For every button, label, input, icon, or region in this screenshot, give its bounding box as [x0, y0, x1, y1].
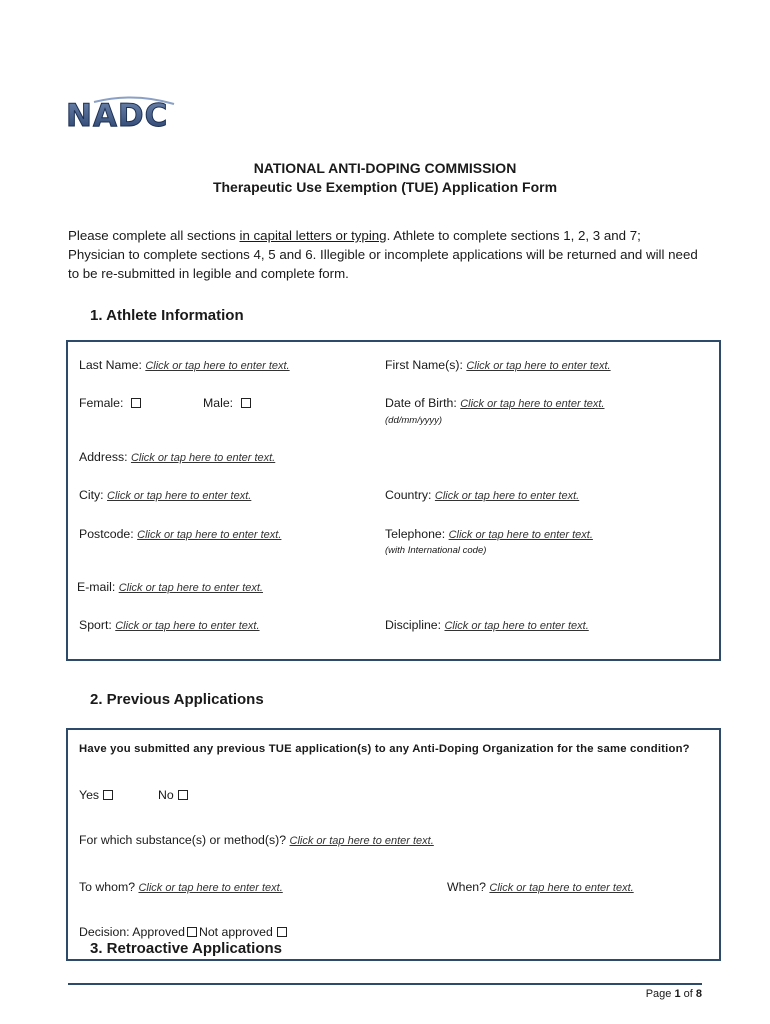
no-option[interactable]: No — [158, 788, 188, 802]
telephone-note: (with International code) — [385, 545, 487, 556]
intro-paragraph: Please complete all sections in capital letters or typing. Athlete to complete sections 1, 2, 3 and 7; Physician to complete sections 4, 5 and 6. Illegible or incomplete applications will be returned and will need to be re-submitted in legible and complete form. — [68, 228, 698, 281]
org-title: NATIONAL ANTI-DOPING COMMISSION — [253, 160, 517, 176]
previous-tue-question: Have you submitted any previous TUE application(s) to any Anti-Doping Organization for the same condition? — [79, 743, 690, 755]
not-approved-checkbox[interactable] — [277, 927, 287, 937]
to-whom-field[interactable]: To whom? Click or tap here to enter text. — [79, 880, 283, 894]
section2-heading: 2. Previous Applications — [90, 691, 264, 708]
female-checkbox[interactable] — [131, 398, 141, 408]
section3-heading: 3. Retroactive Applications — [90, 940, 282, 957]
svg-text:NADC: NADC — [66, 98, 169, 130]
no-checkbox[interactable] — [178, 790, 188, 800]
substances-field[interactable]: For which substance(s) or method(s)? Click or tap here to enter text. — [79, 833, 434, 847]
last-name-field[interactable]: Last Name: Click or tap here to enter text. — [79, 358, 290, 372]
dob-field[interactable]: Date of Birth: Click or tap here to enter text. — [385, 396, 605, 410]
decision-field: Decision: Approved Not approved — [79, 925, 287, 939]
male-checkbox[interactable] — [241, 398, 251, 408]
section1-heading: 1. Athlete Information — [90, 307, 244, 324]
sport-field[interactable]: Sport: Click or tap here to enter text. — [79, 618, 260, 632]
country-field[interactable]: Country: Click or tap here to enter text. — [385, 488, 580, 502]
city-field[interactable]: City: Click or tap here to enter text. — [79, 488, 252, 502]
footer-divider — [68, 983, 702, 985]
approved-checkbox[interactable] — [187, 927, 197, 937]
dob-format-note: (dd/mm/yyyy) — [385, 415, 442, 426]
email-field[interactable]: E-mail: Click or tap here to enter text. — [77, 580, 263, 594]
female-option[interactable]: Female: — [79, 396, 141, 410]
yes-option[interactable]: Yes — [79, 788, 113, 802]
postcode-field[interactable]: Postcode: Click or tap here to enter text. — [79, 527, 282, 541]
when-field[interactable]: When? Click or tap here to enter text. — [447, 880, 634, 894]
address-field[interactable]: Address: Click or tap here to enter text. — [79, 450, 276, 464]
telephone-field[interactable]: Telephone: Click or tap here to enter text. — [385, 527, 593, 541]
yes-checkbox[interactable] — [103, 790, 113, 800]
nadc-logo — [64, 96, 200, 130]
form-title: Therapeutic Use Exemption (TUE) Application Form — [212, 179, 558, 195]
male-option[interactable]: Male: — [203, 396, 251, 410]
discipline-field[interactable]: Discipline: Click or tap here to enter text. — [385, 618, 589, 632]
page-number: Page 1 of 8 — [645, 988, 702, 1000]
first-name-field[interactable]: First Name(s): Click or tap here to enter text. — [385, 358, 611, 372]
